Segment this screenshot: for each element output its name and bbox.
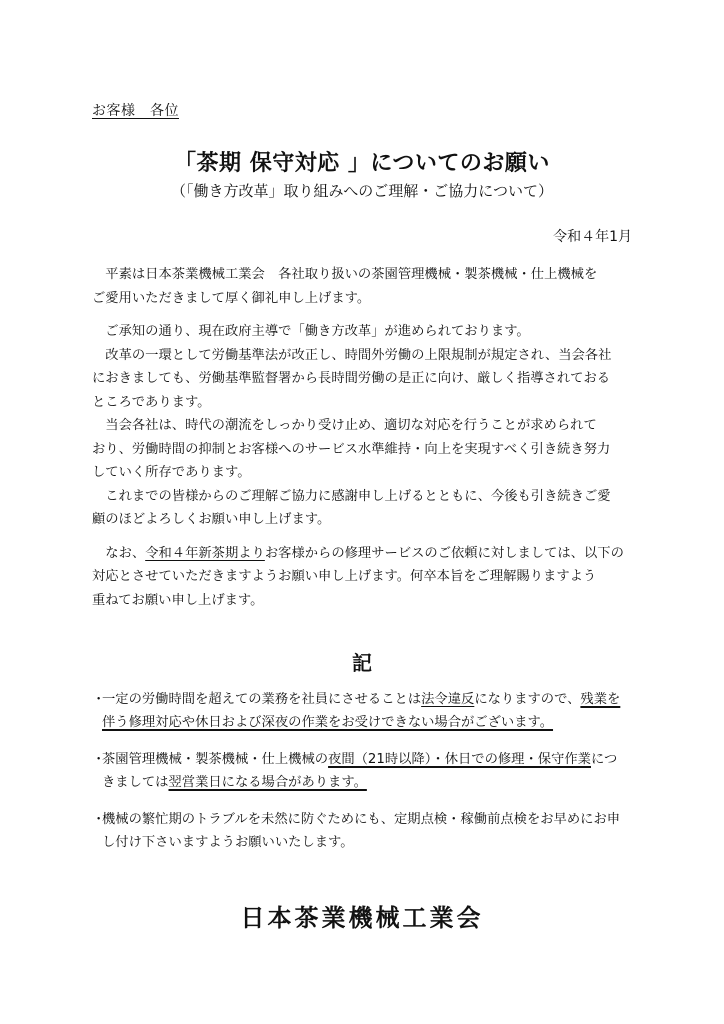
- bullet: ・: [92, 692, 106, 707]
- document-subtitle: （「働き方改革」取り組みへのご理解・ご協力について）: [171, 182, 553, 200]
- note-line: [102, 688, 644, 711]
- note-line: [102, 711, 644, 734]
- paragraph-text: お客様からの修理サービスのご依頼に対しましては、以下の: [264, 545, 624, 561]
- paragraph-line: 改革の一環として労働基準法が改正し、時間外労働の上限規制が規定され、当会各社: [105, 347, 612, 363]
- notes-list: [92, 688, 644, 868]
- underlined-text: 伴う修理対応や休日および深夜の作業をお受けできない場合がございます。: [102, 715, 554, 730]
- addressee: お客様 各位: [92, 103, 179, 119]
- paragraph-line: おり、労働時間の抑制とお客様へのサービス水準維持・向上を実現すべく引き続き努力: [92, 441, 611, 457]
- paragraph-line: 重ねてお願い申し上げます。: [92, 592, 264, 608]
- paragraph-commitment: [92, 414, 640, 485]
- note-text: [102, 688, 644, 734]
- paragraph-request: [92, 542, 640, 613]
- paragraph-line: [92, 542, 640, 566]
- note-fragment: になりますので、: [474, 692, 581, 707]
- note-fragment: 一定の労働時間を超えての業務を社員にさせることは: [102, 692, 422, 707]
- ki-heading: 記: [352, 651, 372, 675]
- paragraph-line: におきましても、労働基準監督署から長時間労働の是正に向け、厳しく指導されておる: [92, 371, 611, 386]
- organization-name: 日本茶業機械工業会: [240, 904, 484, 932]
- note-line: [102, 771, 644, 794]
- underlined-text: 残業を: [580, 692, 621, 707]
- note-line: [102, 748, 644, 771]
- note-text: [102, 748, 644, 794]
- paragraph-reform: [92, 320, 640, 344]
- body-text: [92, 263, 640, 612]
- bullet: ・: [92, 812, 106, 827]
- paragraph-line: ところであります。: [92, 394, 211, 410]
- paragraph-text: なお、: [105, 545, 146, 561]
- underlined-text: 令和４年新茶期より: [145, 545, 265, 561]
- list-item: [92, 808, 644, 854]
- note-fragment: 茶園管理機械・製茶機械・仕上機械の: [102, 752, 329, 767]
- list-item: [92, 688, 644, 734]
- paragraph-line: 対応とさせていただきますようお願い申し上げます。何卒本旨をご理解賜りますよう: [92, 569, 597, 584]
- underlined-text: 法令違反: [421, 692, 475, 707]
- bullet: ・: [92, 752, 106, 767]
- paragraph-labor-law: [92, 344, 640, 415]
- paragraph-line: ご愛用いただきまして厚く御礼申し上げます。: [92, 290, 371, 306]
- paragraph-line: していく所存であります。: [92, 465, 251, 480]
- paragraph-thanks: [92, 485, 640, 532]
- document-title: 「茶期 保守対応 」についてのお願い: [174, 151, 550, 176]
- underlined-text: 夜間（21時以降）・休日での修理・保守作業: [328, 752, 591, 767]
- underlined-text: 翌営業日になる場合があります。: [168, 775, 367, 790]
- note-text: [102, 808, 644, 854]
- issue-date: 令和４年1月: [553, 229, 632, 245]
- paragraph-line: ご承知の通り、現在政府主導で「働き方改革」が進められております。: [105, 324, 530, 339]
- paragraph-line: これまでの皆様からのご理解ご協力に感謝申し上げるとともに、今後も引き続きご愛: [105, 488, 611, 504]
- note-fragment: につ: [590, 752, 618, 767]
- paragraph-line: 顧のほどよろしくお願い申し上げます。: [92, 512, 331, 527]
- note-line: し付け下さいますようお願いいたします。: [102, 835, 354, 850]
- paragraph-line: 平素は日本茶業機械工業会 各社取り扱いの茶園管理機械・製茶機械・仕上機械を: [105, 267, 598, 282]
- list-item: [92, 748, 644, 794]
- paragraph-greeting: [92, 263, 640, 310]
- note-fragment: きましては: [102, 775, 169, 790]
- note-line: 機械の繁忙期のトラブルを未然に防ぐためにも、定期点検・稼働前点検をお早めにお申: [102, 812, 621, 827]
- paragraph-line: 当会各社は、時代の潮流をしっかり受け止め、適切な対応を行うことが求められて: [105, 418, 597, 433]
